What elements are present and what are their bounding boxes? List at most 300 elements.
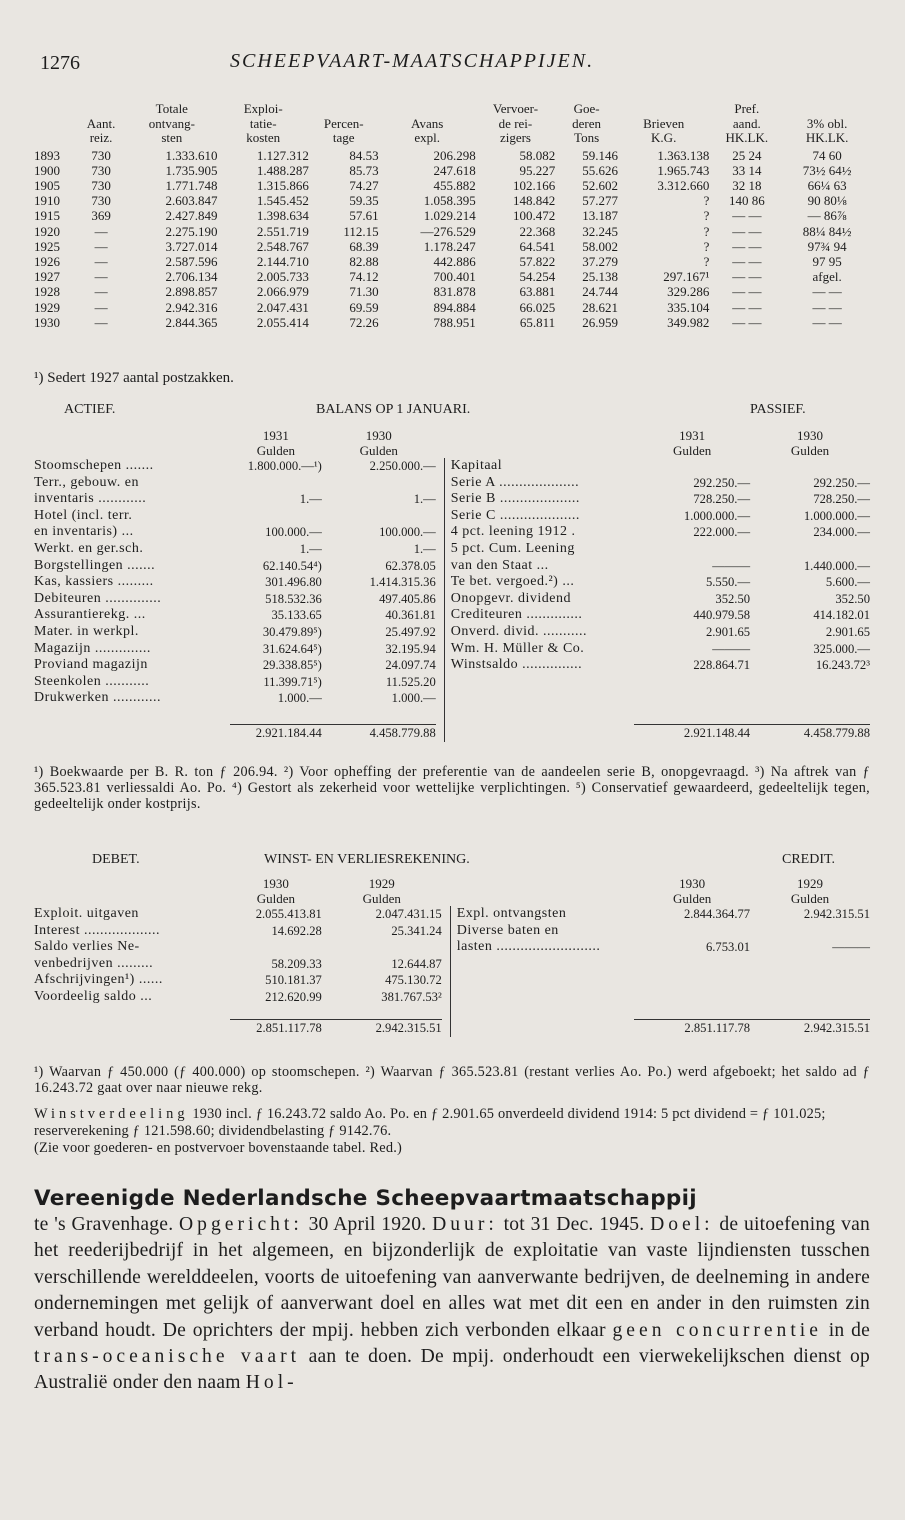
column-rule	[436, 508, 444, 525]
stats-cell: 730	[91, 162, 111, 178]
assets-label: Stoomschepen .......	[34, 458, 154, 473]
stats-column-header: Avans expl.	[411, 115, 444, 145]
stats-row	[34, 284, 870, 299]
balance-total-right-b: 4.458.779.88	[750, 725, 870, 742]
stats-cell: 32 18	[732, 177, 762, 193]
balance-row	[34, 624, 870, 641]
stats-cell: 2.603.847	[165, 193, 218, 209]
balance-unit: Gulden	[359, 443, 398, 458]
stats-cell: 1.545.452	[256, 193, 309, 209]
assets-label: Borgstellingen .......	[34, 557, 156, 573]
stats-cell: 13.187	[582, 208, 618, 224]
assets-value-b: 1.414.315.36	[369, 575, 436, 590]
assets-label: Terr., gebouw. en	[34, 474, 139, 490]
stats-cell: 1926	[34, 253, 60, 269]
assets-value-a: 62.140.54⁴)	[262, 558, 322, 573]
stats-cell: —	[94, 284, 108, 300]
stats-cell: — —	[732, 238, 762, 254]
credit-value-b: ———	[832, 940, 870, 955]
assets-value-a: 31.624.64⁵)	[262, 641, 322, 656]
liabilities-value-b: 2.901.65	[825, 624, 870, 639]
stats-cell: ?	[703, 238, 710, 254]
liabilities-value-a: 228.864.71	[693, 658, 751, 673]
stats-cell: — —	[732, 208, 762, 224]
stats-cell: 335.104	[667, 299, 710, 315]
stats-cell: 2.844.365	[165, 314, 218, 330]
label-opgericht: Opgericht:	[179, 1214, 303, 1235]
pl-year-a-right: 1930	[679, 876, 706, 891]
assets-value-a: 35.133.65	[271, 608, 322, 623]
stats-cell: 2.144.710	[256, 253, 309, 269]
stats-cell: 54.254	[519, 269, 556, 285]
balance-row	[34, 508, 870, 525]
stats-cell: 1.488.287	[256, 162, 309, 178]
stats-cell: 25 24	[732, 147, 762, 163]
stats-cell: 65.811	[519, 314, 556, 330]
stats-column-header: Vervoer- de rei- zigers	[492, 101, 539, 145]
assets-value-a: 518.532.36	[265, 591, 322, 606]
stats-cell: 788.951	[433, 314, 476, 330]
balance-row	[34, 641, 870, 658]
stats-cell: 100.472	[512, 208, 556, 224]
liabilities-value-a: 440.979.58	[693, 608, 751, 623]
liabilities-label: 4 pct. leening 1912 .	[450, 524, 576, 540]
balance-year-a: 1931	[262, 428, 289, 443]
pl-total-right-b: 2.942.315.51	[750, 1020, 870, 1037]
stats-cell: 102.166	[512, 177, 556, 193]
liabilities-value-b: 292.250.—	[813, 475, 870, 490]
assets-value-b: 62.378.05	[385, 558, 436, 573]
stats-cell: 24.744	[582, 284, 618, 300]
column-rule	[442, 939, 450, 956]
credit-value-b	[750, 923, 870, 940]
pl-unit: Gulden	[256, 891, 295, 906]
credit-value-a: 6.753.01	[705, 940, 751, 955]
assets-label: Proviand magazijn	[34, 657, 148, 673]
pl-total-right-a: 2.851.117.78	[634, 1020, 750, 1037]
assets-value-a: 29.338.85⁵)	[262, 658, 322, 673]
stats-cell: 1.127.312	[256, 147, 309, 163]
stats-cell: 66¼ 63	[807, 177, 847, 193]
liabilities-value-b: 414.182.01	[813, 608, 870, 623]
stats-row	[34, 163, 870, 178]
liabilities-value-b: 352.50	[835, 591, 870, 606]
stats-cell: 1910	[34, 193, 60, 209]
assets-value-b: 25.497.92	[385, 624, 436, 639]
label-doel: Doel:	[650, 1214, 714, 1235]
stats-cell: — —	[812, 314, 842, 330]
balance-unit: Gulden	[790, 443, 830, 458]
stats-cell: 85.73	[349, 162, 379, 178]
liabilities-label: Winstsaldo ...............	[450, 657, 583, 673]
assets-value-a: 100.000.—	[265, 525, 322, 540]
empty-cell	[634, 956, 750, 973]
balance-total-right-a: 2.921.148.44	[634, 725, 750, 742]
stats-cell: 2.427.849	[165, 208, 218, 224]
empty-cell	[444, 690, 634, 707]
stats-cell: 894.884	[433, 299, 476, 315]
assets-value-a: 1.000.—	[277, 691, 322, 706]
column-rule	[436, 641, 444, 658]
stats-cell: 74 60	[812, 147, 842, 163]
empty-cell	[444, 674, 634, 691]
liabilities-value-a: 2.901.65	[705, 624, 751, 639]
liabilities-value-b: 325.000.—	[813, 641, 870, 656]
stats-cell: 97 95	[812, 253, 842, 269]
stats-cell: 730	[91, 193, 111, 209]
stats-cell: 1920	[34, 223, 60, 239]
empty-cell	[634, 989, 750, 1006]
stats-cell: —	[94, 269, 108, 285]
spaced-geen-concurrentie: geen concurrentie	[612, 1319, 822, 1341]
founding-date: 30 April 1920.	[308, 1214, 427, 1235]
stats-column-header: Totale ontvang- sten	[148, 101, 195, 145]
pl-title: WINST- EN VERLIESREKENING.	[264, 852, 470, 867]
stats-cell: 73½ 64½	[802, 162, 852, 178]
balance-row	[34, 458, 870, 475]
balance-year-b: 1930	[365, 428, 392, 443]
stats-cell: ?	[703, 223, 710, 239]
stats-cell: 90 80⅛	[807, 193, 847, 209]
stats-cell: 1925	[34, 238, 60, 254]
stats-cell: 247.618	[433, 162, 476, 178]
credit-value-b: 2.942.315.51	[803, 907, 870, 921]
assets-value-a: 30.479.89⁵)	[262, 624, 322, 639]
passief-heading: PASSIEF.	[750, 402, 806, 417]
balance-row	[34, 558, 870, 575]
balance-row	[34, 541, 870, 558]
column-rule	[436, 458, 444, 475]
stats-cell: 730	[91, 177, 111, 193]
assets-label: Werkt. en ger.sch.	[34, 540, 144, 556]
stats-cell: — —	[812, 284, 842, 300]
liabilities-value-a: 728.250.—	[693, 492, 751, 507]
empty-cell	[750, 690, 870, 707]
column-rule	[442, 989, 450, 1006]
company-location: te 's Gravenhage.	[34, 1214, 174, 1235]
balance-notes: ¹) Boekwaarde per B. R. ton ƒ 206.94. ²) Voor opheffing der preferentie van de aandeelen serie B, onopgevraagd. ³) Na aftrek van ƒ 365.523.81 verliessaldi Ao. Po. ⁴) Gestort als zekerheid voor wettelijke verplichtingen. ⁵) Conservatief gewaardeerd, gedeeltelijk tegen, gedeeltelijk onder kostprijs.	[34, 764, 870, 812]
liabilities-value-b	[750, 541, 870, 558]
liabilities-value-a: 5.550.—	[705, 575, 751, 590]
stats-cell: 66.025	[519, 299, 556, 315]
statistics-table	[34, 102, 870, 330]
debit-value-b: 475.130.72	[385, 973, 442, 988]
stats-row	[34, 208, 870, 223]
pl-row	[34, 939, 870, 956]
debit-value-b	[322, 939, 442, 956]
liabilities-value-b: 234.000.—	[813, 525, 870, 540]
stats-cell: 22.368	[519, 223, 556, 239]
liabilities-label: Onverd. divid. ...........	[450, 623, 587, 639]
stats-cell: 63.881	[519, 284, 556, 300]
assets-label: en inventaris) ...	[34, 524, 134, 540]
stats-cell: —276.529	[420, 223, 476, 239]
credit-label: Diverse baten en	[456, 922, 559, 938]
stats-cell: 1.363.138	[657, 147, 710, 163]
column-rule	[436, 491, 444, 508]
liabilities-label: Crediteuren ..............	[450, 607, 583, 623]
stats-cell: 1893	[34, 147, 60, 163]
spaced-trans-oceanische-vaart: trans-oceanische vaart	[34, 1346, 301, 1368]
stats-row	[34, 224, 870, 239]
stats-cell: 2.005.733	[256, 269, 309, 285]
pl-year-a: 1930	[262, 876, 289, 891]
stats-cell: —	[94, 238, 108, 254]
assets-value-b: 497.405.86	[379, 591, 436, 606]
stats-cell: 55.626	[582, 162, 618, 178]
balance-total-left-b: 4.458.779.88	[322, 725, 436, 742]
assets-value-b: 11.525.20	[385, 674, 436, 689]
stats-column-header: Percen- tage	[323, 115, 364, 145]
stats-cell: 1930	[34, 314, 60, 330]
liabilities-label: Onopgevr. dividend	[450, 590, 571, 606]
pl-unit: Gulden	[672, 891, 712, 906]
stats-cell: 37.279	[582, 253, 618, 269]
company-heading: Vereenigde Nederlandsche Scheepvaartmaatschappij	[34, 1186, 697, 1211]
stats-column-header: Goe- deren Tons	[572, 101, 602, 145]
stats-cell: 1.735.905	[165, 162, 218, 178]
assets-value-a: 1.—	[299, 541, 322, 556]
liabilities-label: Serie A ....................	[450, 474, 580, 490]
balance-year-b-right: 1930	[797, 428, 824, 443]
stats-cell: 26.959	[582, 314, 618, 330]
pl-row	[34, 956, 870, 973]
debit-value-b: 12.644.87	[391, 956, 442, 971]
column-rule	[436, 657, 444, 674]
debit-label: Exploit. uitgaven	[34, 906, 139, 921]
assets-value-b	[322, 475, 436, 492]
stats-row	[34, 239, 870, 254]
debit-label: Voordeelig saldo ...	[34, 988, 153, 1004]
pl-notes: ¹) Waarvan ƒ 450.000 (ƒ 400.000) op stoomschepen. ²) Waarvan ƒ 365.523.81 (restant verlies Ao. Po.) werd afgeboekt; het saldo ad ƒ 16.243.72 gaat over naar nieuwe rekg.	[34, 1064, 870, 1096]
stats-cell: 57.822	[519, 253, 556, 269]
pl-unit: Gulden	[790, 891, 830, 906]
stats-cell: 1.398.634	[256, 208, 309, 224]
debit-value-a: 14.692.28	[271, 923, 322, 938]
column-rule	[436, 607, 444, 624]
debit-value-a: 212.620.99	[265, 989, 322, 1004]
column-rule	[442, 956, 450, 973]
liabilities-label: Serie C ....................	[450, 507, 580, 523]
stats-cell: 831.878	[433, 284, 476, 300]
stats-cell: 1.771.748	[165, 177, 218, 193]
debet-heading: DEBET.	[92, 852, 140, 867]
stats-cell: 297.167¹	[663, 269, 710, 285]
assets-value-b: 32.195.94	[385, 641, 436, 656]
assets-label: Magazijn ..............	[34, 640, 151, 656]
stats-row	[34, 300, 870, 315]
stats-cell: 1.315.866	[256, 177, 309, 193]
column-rule	[436, 591, 444, 608]
stats-cell: 32.245	[582, 223, 618, 239]
balance-row	[34, 524, 870, 541]
stats-cell: — —	[732, 223, 762, 239]
pl-unit: Gulden	[362, 891, 401, 906]
stats-column-header: 3% obl. HK.LK.	[805, 115, 849, 145]
stats-cell: 3.312.660	[657, 177, 710, 193]
assets-value-a: 1.800.000.—¹)	[247, 459, 322, 473]
liabilities-value-a: 222.000.—	[693, 525, 751, 540]
label-duur: Duur:	[432, 1214, 498, 1235]
running-head	[40, 48, 870, 76]
debit-value-a: 2.055.413.81	[255, 907, 322, 921]
stats-cell: 64.541	[519, 238, 556, 254]
stats-cell: 2.275.190	[165, 223, 218, 239]
liabilities-label: Te bet. vergoed.²) ...	[450, 574, 575, 590]
stats-cell: ?	[703, 208, 710, 224]
assets-value-b: 2.250.000.—	[369, 459, 436, 473]
stats-cell: 69.59	[349, 299, 379, 315]
stats-cell: 2.055.414	[256, 314, 309, 330]
running-title: SCHEEPVAART-MAATSCHAPPIJEN.	[230, 50, 595, 72]
doel-text: de uitoefening van het reederijbedrijf in het algemeen, en bijzonderlijk de exploitatie van vaste lijndiensten tusschen verschillende werelddeelen, voorts de uitoefening van aanverwante bedrijven, de deelneming in andere ondernemingen met gelijk of aanverwant doel en alles wat met dit een en ander in den ruimsten zin verband houdt. De oprichters der mpij. hebben zich verbonden elkaar	[34, 1214, 871, 1341]
stats-cell: 700.401	[433, 269, 476, 285]
debit-label: Saldo verlies Ne-	[34, 939, 140, 955]
stats-cell: — —	[732, 314, 762, 330]
stats-cell: 1927	[34, 269, 60, 285]
stats-cell: 82.88	[349, 253, 379, 269]
stats-row	[34, 148, 870, 163]
pl-year-b-right: 1929	[797, 876, 824, 891]
credit-heading: CREDIT.	[782, 852, 836, 867]
balance-row	[34, 674, 870, 691]
column-rule	[442, 923, 450, 940]
stats-cell: 2.706.134	[165, 269, 218, 285]
assets-label: inventaris ............	[34, 491, 147, 507]
liabilities-label: Wm. H. Müller & Co.	[450, 640, 585, 656]
doel-text-2: in de	[828, 1319, 870, 1341]
column-rule	[436, 558, 444, 575]
stats-cell: 1929	[34, 299, 60, 315]
balance-sheet	[34, 428, 870, 742]
debit-value-b: 25.341.24	[391, 923, 442, 938]
stats-row	[34, 254, 870, 269]
empty-cell	[750, 989, 870, 1006]
stats-column-header: Brieven K.G.	[643, 115, 685, 145]
balance-unit: Gulden	[256, 443, 295, 458]
debit-label: venbedrijven .........	[34, 955, 154, 971]
stats-cell: —	[94, 299, 108, 315]
balance-row	[34, 574, 870, 591]
winstverdeeling-reference: (Zie voor goederen- en postvervoer bovenstaande tabel. Red.)	[34, 1140, 403, 1156]
stats-cell: 2.551.719	[256, 223, 309, 239]
stats-cell: 140 86	[728, 193, 765, 209]
winstverdeeling-text: 1930 incl. ƒ 16.243.72 saldo Ao. Po. en ƒ 2.901.65 onverdeeld dividend 1914: 5 pct dividend = ƒ 101.025; reserverekening ƒ 121.598.60; dividendbelasting ƒ 9142.76.	[34, 1106, 826, 1139]
stats-cell: 1.029.214	[423, 208, 476, 224]
stats-cell: — —	[732, 299, 762, 315]
empty-cell	[450, 989, 634, 1006]
assets-value-b: 40.361.81	[385, 608, 436, 623]
empty-cell	[750, 972, 870, 989]
stats-cell: 58.082	[519, 147, 556, 163]
stats-cell: 730	[91, 147, 111, 163]
balance-row	[34, 607, 870, 624]
column-rule	[442, 972, 450, 989]
assets-label: Mater. in werkpl.	[34, 623, 139, 639]
stats-cell: 2.548.767	[256, 238, 309, 254]
assets-label: Kas, kassiers .........	[34, 574, 154, 590]
pl-row	[34, 972, 870, 989]
stats-cell: 349.982	[667, 314, 710, 330]
debit-value-b: 2.047.431.15	[375, 907, 442, 921]
stats-cell: 1928	[34, 284, 60, 300]
stats-cell: 442.886	[433, 253, 476, 269]
empty-cell	[750, 674, 870, 691]
spaced-hol: Hol-	[245, 1372, 298, 1394]
stats-cell: —	[94, 223, 108, 239]
stats-cell: 148.842	[512, 193, 556, 209]
pl-row	[34, 989, 870, 1006]
column-rule	[436, 541, 444, 558]
empty-cell	[450, 956, 634, 973]
column-rule	[436, 574, 444, 591]
assets-value-a: 11.399.71⁵)	[263, 674, 322, 689]
assets-label: Assurantierekg. ...	[34, 607, 146, 623]
stats-cell: 25.138	[582, 269, 618, 285]
stats-cell: 206.298	[433, 147, 476, 163]
profit-loss-account	[34, 876, 870, 1037]
stats-cell: 59.146	[582, 147, 618, 163]
pl-row	[34, 923, 870, 940]
doel-text-3: aan te doen. De mpij. onderhoudt een vierwekelijkschen dienst op Australië onder den naam	[34, 1346, 870, 1394]
empty-cell	[634, 674, 750, 691]
duration-text: tot 31 Dec. 1945.	[503, 1214, 645, 1235]
column-rule	[436, 624, 444, 641]
stats-column-header: Exploi- tatie- kosten	[243, 101, 283, 145]
winstverdeeling-label: Winstverdeeling	[34, 1106, 189, 1122]
assets-value-b: 24.097.74	[385, 658, 436, 673]
stats-cell: 2.942.316	[165, 299, 218, 315]
stats-cell: 3.727.014	[165, 238, 218, 254]
stats-cell: 74.12	[349, 269, 379, 285]
empty-cell	[450, 972, 634, 989]
liabilities-value-a: 1.000.000.—	[683, 508, 751, 523]
assets-value-b: 1.—	[413, 541, 436, 556]
liabilities-value-a	[634, 541, 750, 558]
stats-row	[34, 315, 870, 330]
assets-value-a: 1.—	[299, 492, 322, 507]
stats-cell: 2.587.596	[165, 253, 218, 269]
winstverdeeling	[34, 1106, 870, 1157]
pl-headings	[34, 852, 870, 870]
stats-row	[34, 269, 870, 284]
stats-cell: ?	[703, 253, 710, 269]
stats-cell: 2.047.431	[256, 299, 309, 315]
stats-cell: — 86⅞	[807, 208, 847, 224]
credit-label: Expl. ontvangsten	[456, 906, 567, 921]
column-rule	[436, 674, 444, 691]
debit-value-a: 510.181.37	[265, 973, 322, 988]
balance-year-a-right: 1931	[679, 428, 706, 443]
debit-label: Afschrijvingen¹) ......	[34, 972, 163, 988]
liabilities-value-a	[634, 458, 750, 475]
debit-value-a	[230, 939, 322, 956]
stats-cell: 97¾ 94	[807, 238, 847, 254]
stats-column-header	[34, 102, 76, 148]
stats-cell: 57.277	[582, 193, 618, 209]
stats-column-header: Pref. aand. HK.LK.	[725, 101, 769, 145]
liabilities-value-b: 1.000.000.—	[803, 508, 870, 523]
liabilities-label: van den Staat ...	[450, 557, 549, 573]
assets-value-b: 100.000.—	[379, 525, 436, 540]
stats-cell: 88¼ 84½	[802, 223, 852, 239]
stats-row	[34, 178, 870, 193]
debit-value-b: 381.767.53²	[381, 989, 442, 1004]
actief-heading: ACTIEF.	[64, 402, 116, 417]
balance-row	[34, 591, 870, 608]
liabilities-value-a: ———	[712, 641, 751, 656]
empty-cell	[634, 690, 750, 707]
